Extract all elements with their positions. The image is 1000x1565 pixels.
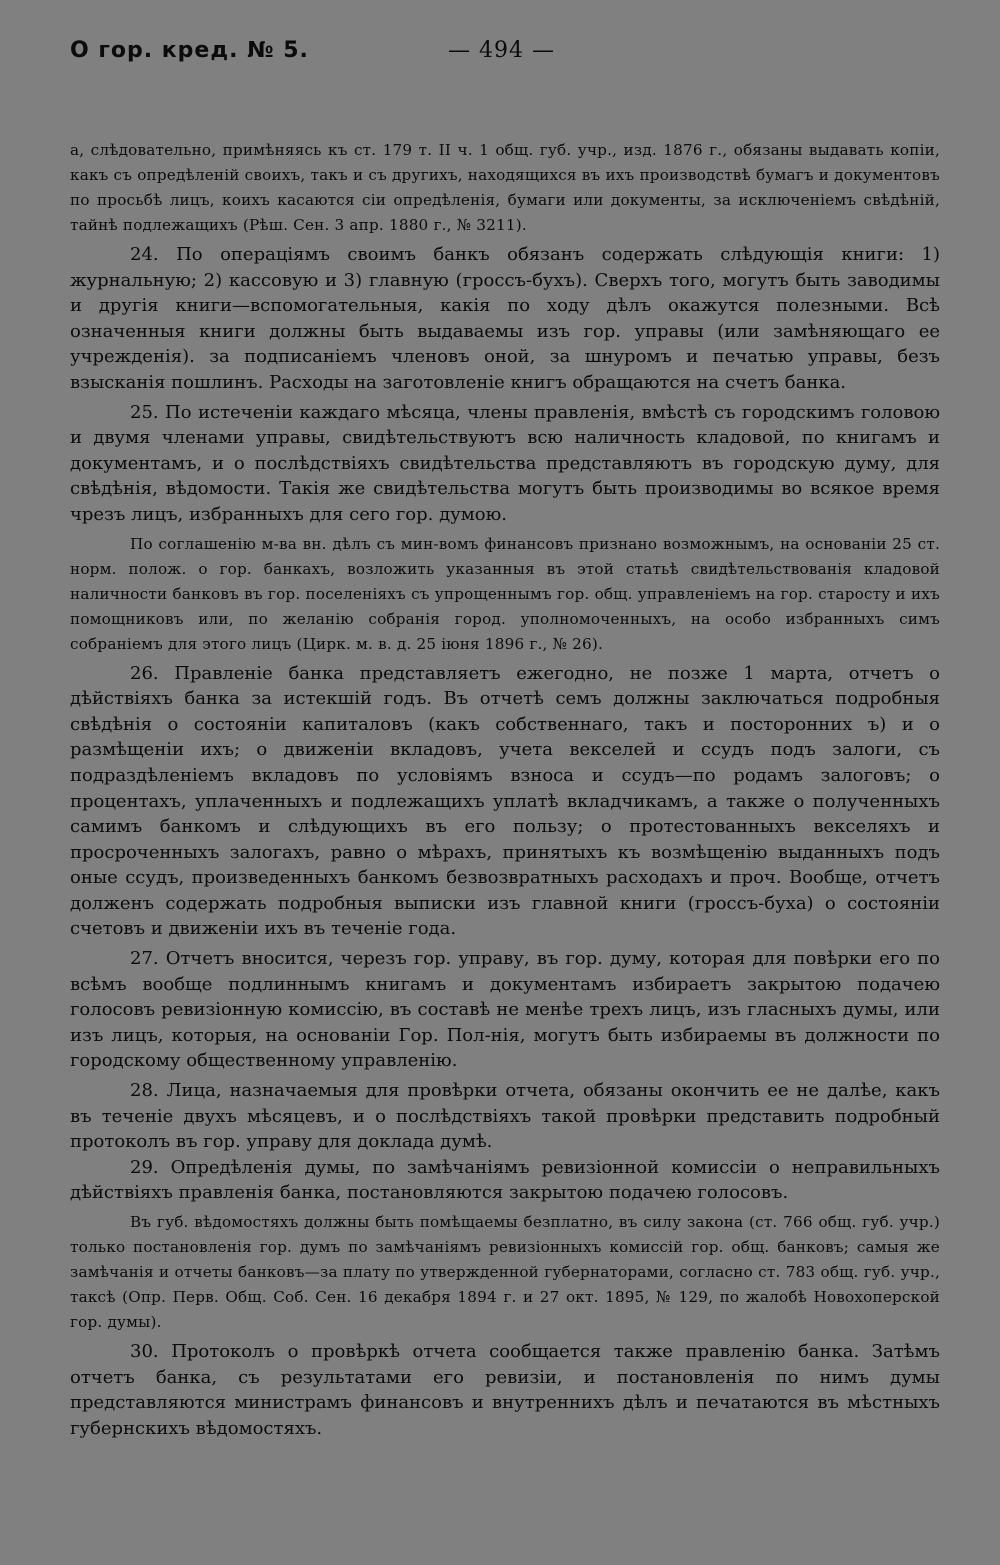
article-26: 26. Правленіе банка представляетъ ежегодно, не позже 1 марта, отчетъ о дѣйствіяхъ банка за истекшій годъ. Въ отчетѣ семъ должны заключаться подробныя свѣдѣнія о состояніи капиталовъ (какъ собственнаго, такъ и посторонних ъ) и о размѣщеніи ихъ; о движеніи вкладовъ, учета векселей и ссудъ подъ залоги, съ подраздѣленіемъ вкладовъ по условіямъ взноса и ссудъ—по родамъ залоговъ; о процентахъ, уплаченныхъ и подлежащихъ уплатѣ вкладчикамъ, а также о полученныхъ самимъ банкомъ и слѣдующихъ въ его пользу; о протестованныхъ векселяхъ и просроченныхъ залогахъ, равно о мѣрахъ, принятыхъ къ возмѣщенію выданныхъ подъ оные ссудъ, произведенныхъ банкомъ безвозвратныхъ расходахъ и проч. Вообще, отчетъ долженъ содержать подробныя выписки изъ главной книги (гроссъ-буха) о состояніи счетовъ и движеніи ихъ въ теченіе года. — [70, 662, 940, 940]
page-header — [70, 38, 940, 78]
article-24: 24. По операціямъ своимъ банкъ обязанъ содержать слѣдующія книги: 1) журнальную; 2) кассовую и 3) главную (гроссъ-бухъ). Сверхъ того, могутъ быть заводимы и другія книги—вспомогательныя, какія по ходу дѣлъ окажутся полезными. Всѣ означенныя книги должны быть выдаваемы изъ гор. управы (или замѣняющаго ее учрежденія). за подписаніемъ членовъ оной, за шнуромъ и печатью управы, безъ взысканія пошлинъ. Расходы на заготовленіе книгъ обращаются на счетъ банка. — [70, 244, 940, 393]
note-article-25: По соглашенію м-ва вн. дѣлъ съ мин-вомъ финансовъ признано возможнымъ, на основаніи 25 ст. норм. полож. о гор. банкахъ, возложить указанныя въ этой статьѣ свидѣтельствованія кладовой наличности банковъ въ гор. поселеніяхъ съ упрощеннымъ гор. общ. управленіемъ на гор. старосту и ихъ помощниковъ или, по желанію собранія город. уполномоченныхъ, на особо избранныхъ симъ собраніемъ для этого лицъ (Цирк. м. в. д. 25 іюня 1896 г., № 26). — [70, 534, 940, 653]
page-number: — 494 — — [448, 38, 555, 63]
note-continuation: а, слѣдовательно, примѣняясь къ ст. 179 т. II ч. 1 общ. губ. учр., изд. 1876 г., обязаны выдавать копіи, какъ съ опредѣленій своихъ, такъ и съ другихъ, находящихся въ ихъ производствѣ бумагъ и документовъ по просьбѣ лицъ, коихъ касаются сіи опредѣленія, бумаги или документы, за исключеніемъ свѣдѣній, тайнѣ подлежащихъ (Рѣш. Сен. 3 апр. 1880 г., № 3211). — [70, 141, 940, 234]
article-30: 30. Протоколъ о провѣркѣ отчета сообщается также правленію банка. Затѣмъ отчетъ банка, съ результатами его ревизіи, и постановленія по нимъ думы представляются министрамъ финансовъ и внутреннихъ дѣлъ и печатаются въ мѣстныхъ губернскихъ вѣдомостяхъ. — [70, 1341, 940, 1439]
article-25: 25. По истеченіи каждаго мѣсяца, члены правленія, вмѣстѣ съ городскимъ головою и двумя членами управы, свидѣтельствуютъ всю наличность кладовой, по книгамъ и документамъ, и о послѣдствіяхъ свидѣтельства представляютъ въ городскую думу, для свѣдѣнія, вѣдомости. Такія же свидѣтельства могутъ быть производимы во всякое время чрезъ лицъ, избранныхъ для сего гор. думою. — [70, 401, 940, 525]
document-page — [70, 38, 940, 1441]
running-head: О гор. кред. № 5. — [70, 38, 309, 63]
article-29: 29. Опредѣленія думы, по замѣчаніямъ ревизіонной комиссіи о неправильныхъ дѣйствіяхъ правленія банка, постановляются закрытою подачею голосовъ. — [70, 1156, 940, 1204]
article-27: 27. Отчетъ вносится, черезъ гор. управу, въ гор. думу, которая для повѣрки его по всѣмъ вообще подлиннымъ книгамъ и документамъ избираетъ закрытою подачею голосовъ ревизіонную комиссію, въ составѣ не менѣе трехъ лицъ, изъ гласныхъ думы, или изъ лицъ, которыя, на основаніи Гор. Пол-нія, могутъ быть избираемы въ должности по городскому общественному управленію. — [70, 948, 940, 1072]
article-28: 28. Лица, назначаемыя для провѣрки отчета, обязаны окончить ее не далѣе, какъ въ теченіе двухъ мѣсяцевъ, и о послѣдствіяхъ такой провѣрки представить подробный протоколъ въ гор. управу для доклада думѣ. — [70, 1080, 940, 1153]
note-article-29: Въ губ. вѣдомостяхъ должны быть помѣщаемы безплатно, въ силу закона (ст. 766 общ. губ. учр.) только постановленія гор. думъ по замѣчаніямъ ревизіонныхъ комиссій гор. общ. банковъ; самыя же замѣчанія и отчеты банковъ—за плату по утвержденной губернаторами, согласно ст. 783 общ. губ. учр., таксѣ (Опр. Перв. Общ. Соб. Сен. 16 декабря 1894 г. и 27 окт. 1895, № 129, по жалобѣ Новохоперской гор. думы). — [70, 1213, 940, 1331]
body-text — [70, 138, 940, 1441]
